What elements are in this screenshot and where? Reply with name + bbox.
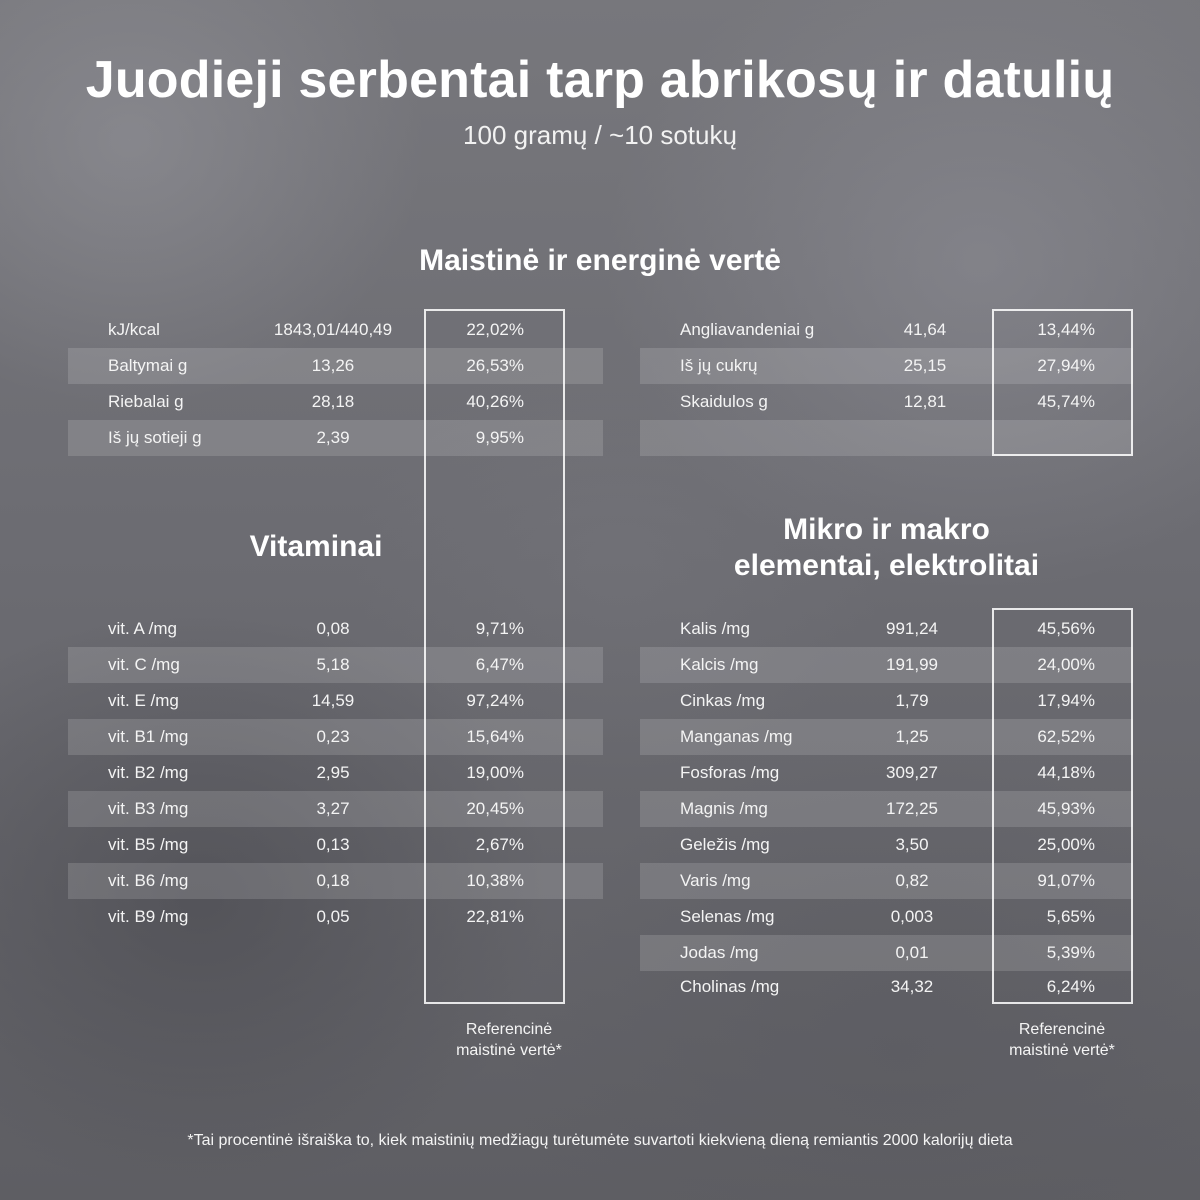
row-value: 0,18 bbox=[316, 871, 350, 890]
row-percent: 2,67% bbox=[475, 835, 524, 854]
reference-label-left bbox=[424, 1019, 594, 1061]
row-value: 309,27 bbox=[886, 763, 938, 782]
row-label: Jodas /mg bbox=[680, 943, 759, 962]
row-percent: 24,00% bbox=[1037, 655, 1095, 674]
row-value: 3,50 bbox=[895, 835, 929, 854]
row-percent: 15,64% bbox=[466, 727, 524, 746]
row-percent: 45,74% bbox=[1037, 392, 1095, 411]
row-label: Varis /mg bbox=[680, 871, 751, 890]
row-label: Iš jų cukrų bbox=[680, 356, 758, 375]
row-label: vit. B5 /mg bbox=[108, 835, 189, 854]
row-value: 1,25 bbox=[895, 727, 929, 746]
row-value: 0,82 bbox=[895, 871, 929, 890]
row-percent: 22,02% bbox=[466, 320, 524, 339]
row-percent: 44,18% bbox=[1037, 763, 1095, 782]
row-value: 1843,01/440,49 bbox=[273, 320, 393, 339]
row-value: 0,23 bbox=[316, 727, 350, 746]
row-percent: 91,07% bbox=[1037, 871, 1095, 890]
minerals-title-line1: Mikro ir makro bbox=[783, 513, 990, 546]
row-percent: 13,44% bbox=[1037, 320, 1095, 339]
row-label: Magnis /mg bbox=[680, 799, 768, 818]
row-percent: 45,93% bbox=[1037, 799, 1095, 818]
row-value: 0,003 bbox=[890, 907, 934, 926]
row-percent: 20,45% bbox=[466, 799, 524, 818]
reference-label-line1: Referencinė bbox=[1018, 1021, 1106, 1038]
row-percent: 26,53% bbox=[466, 356, 524, 375]
row-value: 0,05 bbox=[316, 907, 350, 926]
row-value: 0,01 bbox=[895, 943, 929, 962]
row-label: Iš jų sotieji g bbox=[108, 428, 202, 447]
row-percent: 17,94% bbox=[1037, 691, 1095, 710]
row-value: 991,24 bbox=[886, 619, 938, 638]
row-value: 2,39 bbox=[316, 428, 350, 447]
reference-frame-right-bottom bbox=[992, 608, 1133, 1004]
vitamins-section-title: Vitaminai bbox=[249, 530, 383, 563]
row-value: 0,08 bbox=[316, 619, 350, 638]
row-percent: 19,00% bbox=[466, 763, 524, 782]
row-label: Geležis /mg bbox=[680, 835, 770, 854]
row-value: 0,13 bbox=[316, 835, 350, 854]
row-value: 25,15 bbox=[903, 356, 947, 375]
row-value: 12,81 bbox=[903, 392, 947, 411]
row-percent: 10,38% bbox=[466, 871, 524, 890]
row-value: 13,26 bbox=[311, 356, 355, 375]
row-percent: 6,24% bbox=[1046, 977, 1095, 996]
reference-label-line2: maistinė vertė* bbox=[456, 1042, 562, 1059]
row-label: vit. B1 /mg bbox=[108, 727, 189, 746]
row-label: vit. A /mg bbox=[108, 619, 177, 638]
reference-frame-left bbox=[424, 309, 565, 1004]
row-label: Skaidulos g bbox=[680, 392, 768, 411]
row-percent: 25,00% bbox=[1037, 835, 1095, 854]
row-label: Kalis /mg bbox=[680, 619, 750, 638]
row-value: 191,99 bbox=[886, 655, 938, 674]
row-value: 14,59 bbox=[311, 691, 355, 710]
row-label: vit. E /mg bbox=[108, 691, 179, 710]
row-label: vit. B6 /mg bbox=[108, 871, 189, 890]
row-value: 1,79 bbox=[895, 691, 929, 710]
row-label: vit. C /mg bbox=[108, 655, 180, 674]
row-label: Kalcis /mg bbox=[680, 655, 759, 674]
row-label: Selenas /mg bbox=[680, 907, 775, 926]
page-subtitle: 100 gramų / ~10 sotukų bbox=[463, 120, 737, 150]
row-percent: 5,65% bbox=[1046, 907, 1095, 926]
row-value: 172,25 bbox=[886, 799, 938, 818]
row-percent: 27,94% bbox=[1037, 356, 1095, 375]
row-value: 2,95 bbox=[316, 763, 350, 782]
reference-label-line2: maistinė vertė* bbox=[1009, 1042, 1115, 1059]
row-label: Fosforas /mg bbox=[680, 763, 780, 782]
minerals-section-title bbox=[640, 512, 1133, 584]
row-label: vit. B2 /mg bbox=[108, 763, 189, 782]
row-percent: 9,95% bbox=[475, 428, 524, 447]
row-label: Baltymai g bbox=[108, 356, 188, 375]
reference-label-right bbox=[977, 1019, 1147, 1061]
reference-label-line1: Referencinė bbox=[465, 1021, 553, 1038]
row-label: Manganas /mg bbox=[680, 727, 793, 746]
minerals-title-line2: elementai, elektrolitai bbox=[733, 549, 1040, 582]
row-value: 34,32 bbox=[890, 977, 934, 996]
row-label: Cinkas /mg bbox=[680, 691, 766, 710]
page-title: Juodieji serbentai tarp abrikosų ir datulių bbox=[85, 51, 1115, 109]
row-percent: 97,24% bbox=[466, 691, 524, 710]
row-value: 41,64 bbox=[903, 320, 947, 339]
row-value: 28,18 bbox=[311, 392, 355, 411]
row-percent: 45,56% bbox=[1037, 619, 1095, 638]
row-percent: 22,81% bbox=[466, 907, 524, 926]
row-label: kJ/kcal bbox=[108, 320, 160, 339]
nutrition-section-title: Maistinė ir energinė vertė bbox=[419, 244, 781, 277]
row-value: 5,18 bbox=[316, 655, 350, 674]
footnote: *Tai procentinė išraiška to, kiek maistinių medžiagų turėtumėte suvartoti kiekvieną dieną remiantis 2000 kalorijų dieta bbox=[187, 1132, 1013, 1149]
row-percent: 62,52% bbox=[1037, 727, 1095, 746]
row-label: Angliavandeniai g bbox=[680, 320, 815, 339]
row-percent: 9,71% bbox=[475, 619, 524, 638]
row-label: Cholinas /mg bbox=[680, 977, 780, 996]
row-percent: 6,47% bbox=[475, 655, 524, 674]
reference-frame-right-top bbox=[992, 309, 1133, 456]
row-label: Riebalai g bbox=[108, 392, 184, 411]
row-label: vit. B3 /mg bbox=[108, 799, 189, 818]
row-label: vit. B9 /mg bbox=[108, 907, 189, 926]
row-percent: 40,26% bbox=[466, 392, 524, 411]
row-percent: 5,39% bbox=[1046, 943, 1095, 962]
row-value: 3,27 bbox=[316, 799, 350, 818]
